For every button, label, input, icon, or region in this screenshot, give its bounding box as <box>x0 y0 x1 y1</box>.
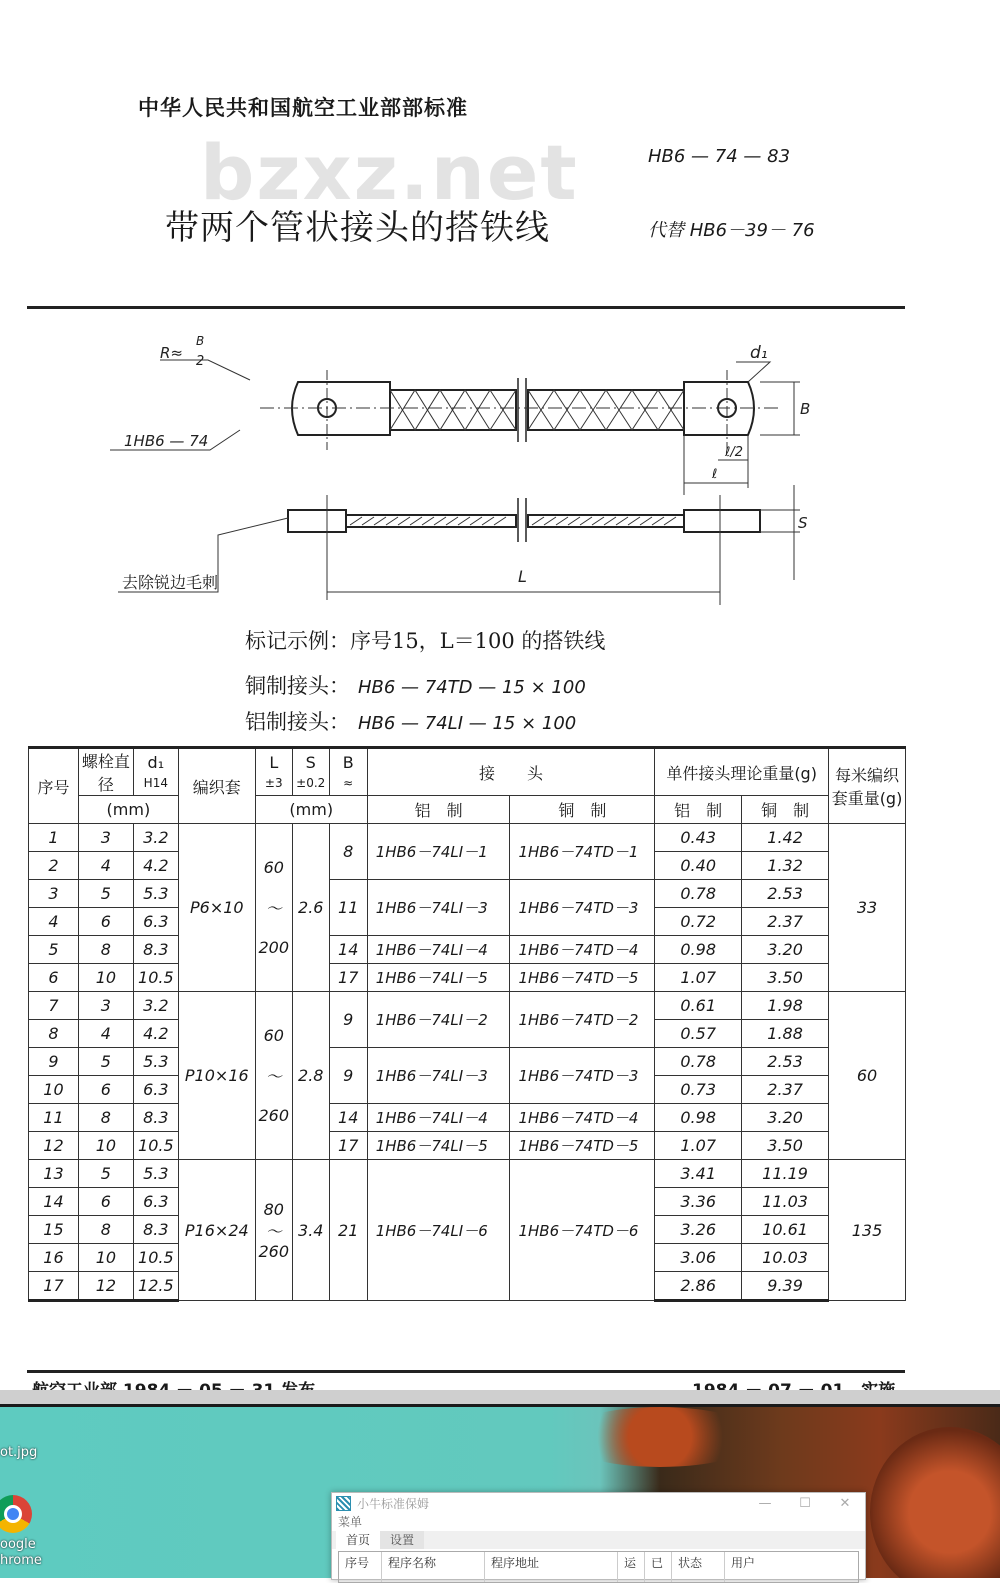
b-label: B <box>800 400 811 418</box>
column-header-path[interactable]: 程序地址 <box>485 1552 618 1582</box>
app-titlebar[interactable] <box>332 1493 865 1513</box>
header-weight-al: 铝 制 <box>655 796 742 824</box>
header-B: B ≈ <box>329 748 367 796</box>
table-row: 9 5 5.3 9 1HB6－74LI－3 1HB6－74TD－3 0.78 2.53 <box>29 1048 906 1076</box>
chrome-label[interactable]: oogle <box>0 1537 36 1552</box>
column-header-user[interactable]: 用户 <box>731 1556 756 1570</box>
tab-home[interactable]: 首页 <box>336 1531 380 1549</box>
table-row: 8 4 4.2 0.57 1.88 <box>29 1020 906 1048</box>
app-window <box>331 1492 866 1580</box>
viewer-scrollbar[interactable] <box>0 1390 1000 1407</box>
watermark: bzxz.net <box>200 128 579 217</box>
table-row: 4 6 6.3 0.72 2.37 <box>29 908 906 936</box>
header-weight: 单件接头理论重量(g) <box>655 748 829 796</box>
header-braid: 编织套 <box>178 748 255 824</box>
header-L: L ±3 <box>255 748 292 796</box>
program-grid <box>338 1551 859 1583</box>
column-header-done[interactable]: 已 <box>645 1552 672 1582</box>
tab-bar <box>332 1531 865 1549</box>
marking-example-line: 标记示例：序号15，L＝100 的搭铁线 <box>245 629 606 653</box>
close-button[interactable]: ✕ <box>839 1495 851 1511</box>
technical-drawing <box>100 320 820 610</box>
replaces-standard: 代替 HB6－39－ 76 <box>648 220 815 241</box>
app-title: 小牛标准保姆 <box>357 1496 430 1511</box>
s-label: S <box>798 514 808 532</box>
minimize-button[interactable]: — <box>758 1495 772 1511</box>
table-row: 14 6 6.3 3.36 11.03 <box>29 1188 906 1216</box>
wallpaper-foliage <box>870 1427 1000 1578</box>
table-row: 16 10 10.5 3.06 10.03 <box>29 1244 906 1272</box>
column-header-name[interactable]: 程序名称 <box>382 1552 485 1582</box>
header-weight-cu: 铜 制 <box>742 796 829 824</box>
header-joint: 接 头 <box>367 748 655 796</box>
spec-table <box>28 746 906 1302</box>
standard-org: 中华人民共和国航空工业部部标准 <box>138 96 468 120</box>
desktop-file-label[interactable]: ot.jpg <box>0 1445 38 1460</box>
standard-number: HB6 — 74 — 83 <box>648 146 791 167</box>
header-unit-left: (mm) <box>78 796 178 824</box>
header-seq: 序号 <box>29 748 79 824</box>
column-header-status[interactable]: 状态 <box>672 1552 725 1582</box>
table-row: 5 8 8.3 14 1HB6－74LI－4 1HB6－74TD－4 0.98 3.20 <box>29 936 906 964</box>
column-header-seq[interactable]: 序号 <box>339 1552 382 1582</box>
header-joint-cu: 铜 制 <box>510 796 655 824</box>
menu-bar[interactable]: 菜单 <box>338 1515 363 1529</box>
table-row: 1 3 3.2 P6×10 60 ～ 200 2.6 8 1HB6－74LI－1 1HB6－74TD－1 0.43 1.42 33 <box>29 824 906 852</box>
d1-label: d₁ <box>750 343 768 363</box>
table-row: 3 5 5.3 11 1HB6－74LI－3 1HB6－74TD－3 0.78 2.53 <box>29 880 906 908</box>
column-header-run[interactable]: 运 <box>618 1552 645 1582</box>
l-half-label: ℓ/2 <box>725 445 744 460</box>
part-ref-label: 1HB6 — 74 <box>124 432 209 450</box>
table-row: 2 4 4.2 0.40 1.32 <box>29 852 906 880</box>
maximize-button[interactable]: ☐ <box>799 1495 811 1511</box>
wallpaper-foliage <box>560 1407 760 1467</box>
length-label: L <box>518 567 527 586</box>
header-unit-mid: (mm) <box>255 796 367 824</box>
table-row: 10 6 6.3 0.73 2.37 <box>29 1076 906 1104</box>
table-row: 11 8 8.3 14 1HB6－74LI－4 1HB6－74TD－4 0.98 3.20 <box>29 1104 906 1132</box>
table-row: 17 12 12.5 2.86 9.39 <box>29 1272 906 1301</box>
header-joint-al: 铝 制 <box>367 796 510 824</box>
deburr-label: 去除锐边毛刺 <box>122 573 219 592</box>
table-row: 6 10 10.5 17 1HB6－74LI－5 1HB6－74TD－5 1.07 3.50 <box>29 964 906 992</box>
footer-rule <box>27 1370 905 1373</box>
document-title: 带两个管状接头的搭铁线 <box>165 208 550 248</box>
chrome-icon[interactable] <box>0 1495 32 1533</box>
svg-text:B: B <box>196 334 205 348</box>
radius-label: R≈ <box>160 344 183 362</box>
l-label: ℓ <box>712 467 718 482</box>
chrome-label-2[interactable]: hrome <box>0 1553 42 1568</box>
table-row: 15 8 8.3 3.26 10.61 <box>29 1216 906 1244</box>
header-d1: d₁ H14 <box>133 748 178 796</box>
header-bolt-dia: 螺栓直径 <box>78 748 133 796</box>
header-braid-weight: 每米编织套重量(g) <box>829 748 906 824</box>
marking-copper: 铜制接头： HB6 — 74TD — 15 × 100 <box>245 674 586 698</box>
table-row: 13 5 5.3 P16×24 80 ～ 260 3.4 21 1HB6－74LI－6 1HB6－74TD－6 3.41 11.19 135 <box>29 1160 906 1188</box>
app-logo-icon <box>336 1496 351 1511</box>
tab-settings[interactable]: 设置 <box>380 1531 424 1549</box>
table-row: 12 10 10.5 17 1HB6－74LI－5 1HB6－74TD－5 1.07 3.50 <box>29 1132 906 1160</box>
header-S: S ±0.2 <box>292 748 329 796</box>
svg-text:2: 2 <box>196 354 205 369</box>
table-row: 7 3 3.2 P10×16 60 ～ 260 2.8 9 1HB6－74LI－2 1HB6－74TD－2 0.61 1.98 60 <box>29 992 906 1020</box>
marking-aluminum: 铝制接头： HB6 — 74LI — 15 × 100 <box>245 710 577 734</box>
header-rule <box>27 306 905 309</box>
